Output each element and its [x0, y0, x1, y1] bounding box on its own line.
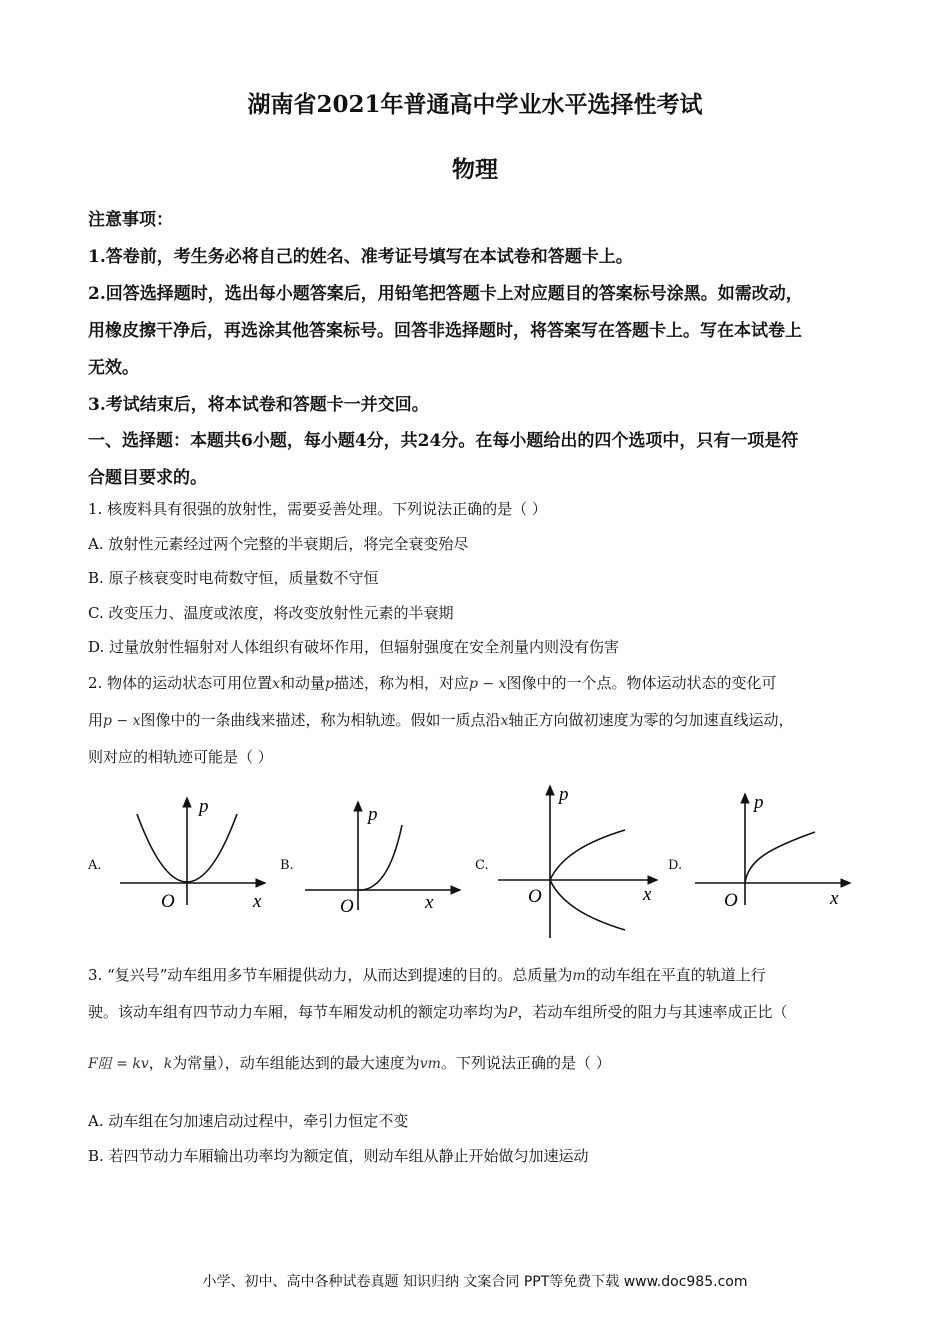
svg-text:O: O [724, 890, 738, 911]
q1-option-a: A. 放射性元素经过两个完整的半衰期后，将完全衰变殆尽 [88, 535, 469, 553]
graph-c-label: C. [475, 858, 489, 873]
q1-option-c: C. 改变压力、温度或浓度，将改变放射性元素的半衰期 [88, 604, 454, 622]
q3-stem-line2: 驶。该动车组有四节动力车厢，每节车厢发动机的额定功率均为P，若动车组所受的阻力与其速率成正比（ [88, 1003, 788, 1021]
q3-stem-line1: 3. “复兴号”动车组用多节车厢提供动力，从而达到提速的目的。总质量为m的动车组在平直的轨道上行 [88, 966, 766, 984]
svg-text:p: p [754, 792, 764, 813]
svg-text:p: p [559, 784, 569, 805]
q2-stem-line3: 则对应的相轨迹可能是（ ） [88, 748, 273, 766]
q2-stem-line2: 用p − x图像中的一条曲线来描述，称为相轨迹。假如一质点沿x轴正方向做初速度为零的匀加速直线运动， [88, 711, 794, 729]
graph-a-label: A. [88, 858, 102, 873]
graph-d-label: D. [668, 858, 683, 873]
graph-c [495, 780, 665, 940]
graph-b [300, 780, 470, 920]
exam-subject: 物理 [452, 156, 498, 183]
svg-text:x: x [425, 892, 434, 913]
q3-option-b: B. 若四节动力车厢输出功率均为额定值，则动车组从静止开始做匀加速运动 [88, 1147, 589, 1165]
section-heading: 一、选择题：本题共6小题，每小题4分，共24分。在每小题给出的四个选项中，只有一项是符 [88, 431, 799, 451]
svg-text:O: O [340, 896, 354, 917]
notice-item: 2.回答选择题时，选出每小题答案后，用铅笔把答题卡上对应题目的答案标号涂黑。如需改动， [88, 284, 803, 304]
svg-text:x: x [253, 891, 262, 912]
section-heading-cont: 合题目要求的。 [88, 468, 207, 488]
q1-stem: 1. 核废料具有很强的放射性，需要妥善处理。下列说法正确的是（ ） [88, 500, 547, 518]
q2-stem-line1: 2. 物体的运动状态可用位置x和动量p描述，称为相，对应p − x图像中的一个点。物体运动状态的变化可 [88, 674, 777, 692]
notice-item: 用橡皮擦干净后，再选涂其他答案标号。回答非选择题时，将答案写在答题卡上。写在本试卷上 [88, 321, 802, 341]
graph-a [115, 780, 275, 920]
notice-heading: 注意事项： [88, 210, 173, 230]
notice-item: 无效。 [88, 358, 139, 378]
notice-item: 1.答卷前，考生务必将自己的姓名、准考证号填写在本试卷和答题卡上。 [88, 247, 633, 267]
svg-text:p: p [199, 796, 209, 817]
svg-text:x: x [643, 884, 652, 905]
svg-text:p: p [368, 804, 378, 825]
svg-text:O: O [161, 891, 175, 912]
notice-item: 3.考试结束后，将本试卷和答题卡一并交回。 [88, 395, 429, 415]
q3-option-a: A. 动车组在匀加速启动过程中，牵引力恒定不变 [88, 1112, 409, 1130]
footer-advert: 小学、初中、高中各种试卷真题 知识归纳 文案合同 PPT等免费下载 www.doc985.com [202, 1274, 748, 1290]
q1-option-b: B. 原子核衰变时电荷数守恒，质量数不守恒 [88, 569, 379, 587]
svg-text:x: x [830, 888, 839, 909]
q1-option-d: D. 过量放射性辐射对人体组织有破坏作用，但辐射强度在安全剂量内则没有伤害 [88, 638, 620, 656]
graph-b-label: B. [280, 858, 294, 873]
q3-formula: F阻 = kv [88, 1056, 149, 1072]
graph-d [690, 780, 860, 920]
svg-text:O: O [528, 886, 542, 907]
exam-title: 湖南省2021年普通高中学业水平选择性考试 [247, 91, 703, 118]
q3-stem-line3: F阻 = kv，k为常量），动车组能达到的最大速度为vm。下列说法正确的是（ ） [88, 1054, 611, 1072]
